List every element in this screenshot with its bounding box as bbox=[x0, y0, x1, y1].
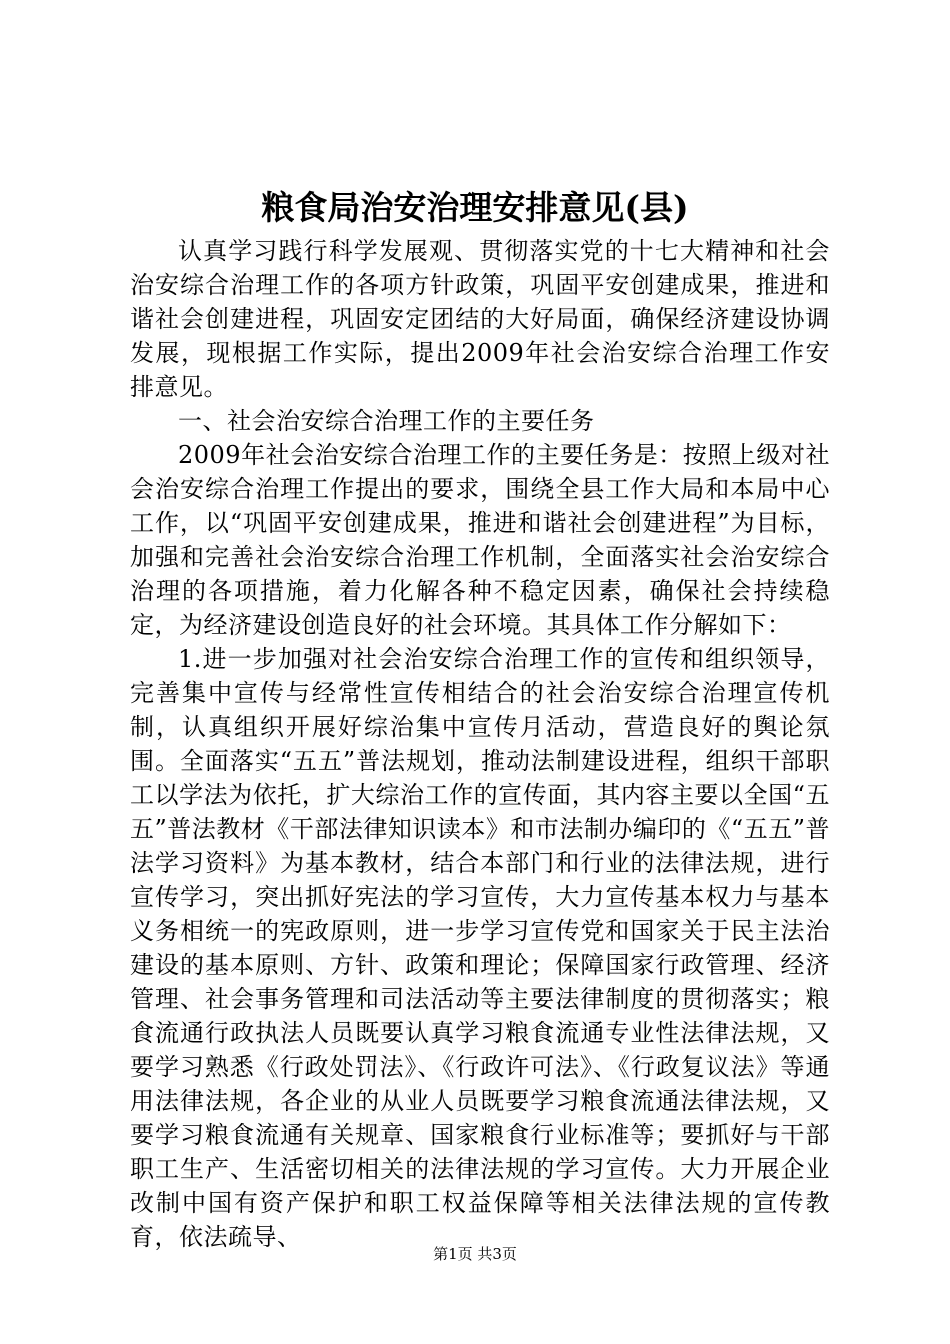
paragraph-main-tasks: 2009年社会治安综合治理工作的主要任务是：按照上级对社会治安综合治理工作提出的要求，围绕全县工作大局和本局中心工作，以“巩固平安创建成果，推进和谐社会创建进程”为目标，加强和完善社会治安综合治理工作机制，全面落实社会治安综合治理的各项措施，着力化解各种不稳定因素，确保社会持续稳定，为经济建设创造良好的社会环境。其具体工作分解如下： bbox=[130, 441, 830, 639]
paragraph-item-1: 1.进一步加强对社会治安综合治理工作的宣传和组织领导，完善集中宣传与经常性宣传相结合的社会治安综合治理宣传机制，认真组织开展好综治集中宣传月活动，营造良好的舆论氛围。全面落实“五五”普法规划，推动法制建设进程，组织干部职工以学法为依托，扩大综治工作的宣传面，其内容主要以全国“五五”普法教材《干部法律知识读本》和市法制办编印的《“五五”普法学习资料》为基本教材，结合本部门和行业的法律法规，进行宣传学习，突出抓好宪法的学习宣传，大力宣传基本权力与基本义务相统一的宪政原则，进一步学习宣传党和国家关于民主法治建设的基本原则、方针、政策和理论；保障国家行政管理、经济管理、社会事务管理和司法活动等主要法律制度的贯彻落实；粮食流通行政执法人员既要认真学习粮食流通专业性法律法规，又要学习熟悉《行政处罚法》、《行政许可法》、《行政复议法》等通用法律法规，各企业的从业人员既要学习粮食流通法律法规，又要学习粮食流通有关规章、国家粮食行业标准等；要抓好与干部职工生产、生活密切相关的法律法规的学习宣传。大力开展企业改制中国有资产保护和职工权益保障等相关法律法规的宣传教育，依法疏导、 bbox=[130, 645, 830, 1251]
document-title: 粮食局治安治理安排意见(县) bbox=[261, 188, 689, 227]
paragraph-section-heading: 一、社会治安综合治理工作的主要任务 bbox=[178, 407, 595, 435]
paragraph-intro: 认真学习践行科学发展观、贯彻落实党的十七大精神和社会治安综合治理工作的各项方针政策，巩固平安创建成果，推进和谐社会创建进程，巩固安定团结的大好局面，确保经济建设协调发展，现根据工作实际，提出2009年社会治安综合治理工作安排意见。 bbox=[130, 237, 830, 401]
page-number-footer: 第1页 共3页 bbox=[433, 1245, 517, 1263]
document-body bbox=[130, 234, 830, 1254]
